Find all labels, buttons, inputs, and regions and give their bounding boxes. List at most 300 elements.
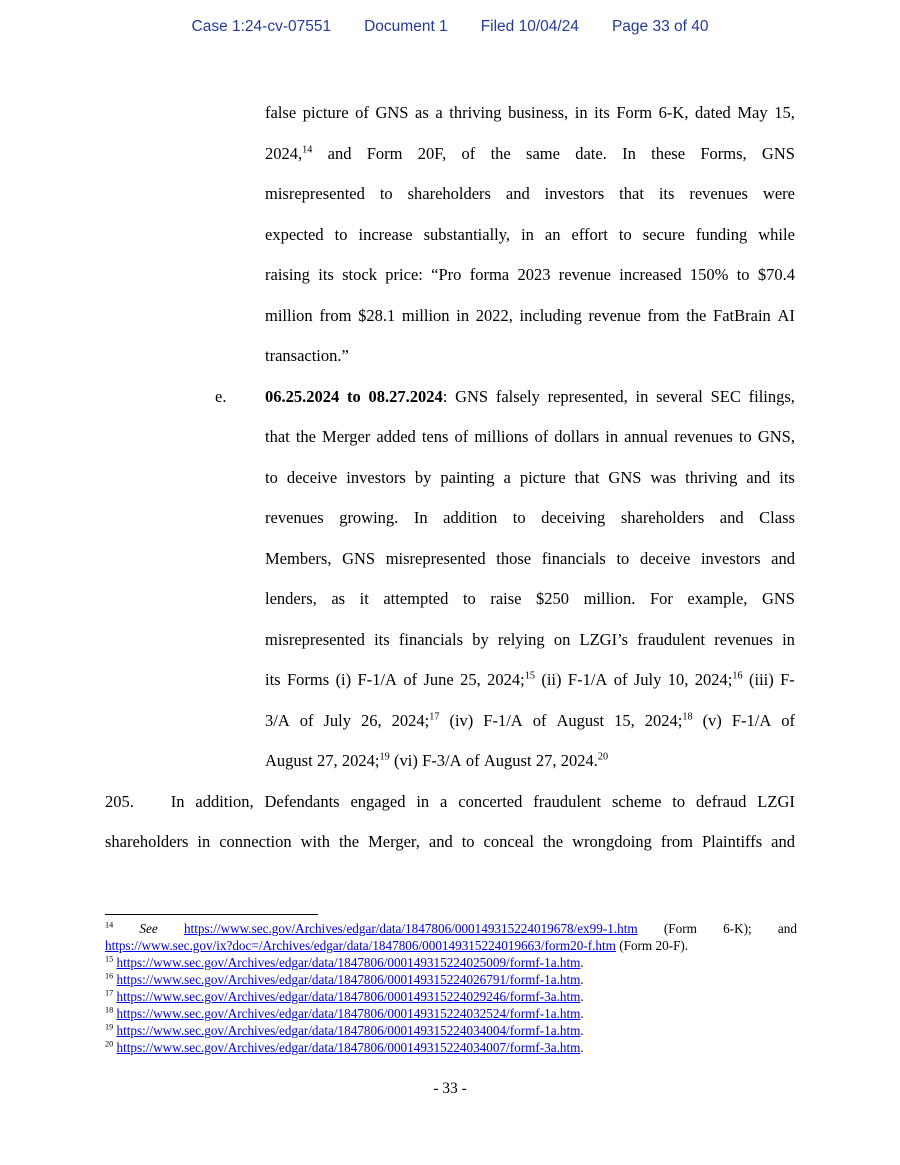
word-token bbox=[668, 670, 689, 690]
text-run: its bbox=[318, 265, 334, 284]
word-token bbox=[265, 427, 290, 447]
text-run: investors bbox=[346, 467, 406, 487]
word-token bbox=[780, 670, 795, 690]
text-run: $250 bbox=[536, 589, 570, 608]
word-token bbox=[422, 427, 449, 447]
word-token bbox=[636, 387, 649, 407]
text-line bbox=[265, 578, 795, 619]
word-token bbox=[462, 832, 475, 852]
text-run: 06.25.2024 bbox=[265, 386, 340, 406]
text-line bbox=[105, 955, 797, 972]
text-run: of bbox=[534, 427, 549, 446]
text-run: added bbox=[376, 427, 416, 446]
word-token bbox=[331, 589, 345, 609]
text-run: to bbox=[672, 791, 686, 811]
text-run: wrongdoing bbox=[572, 832, 652, 851]
text-run: 2024; bbox=[391, 710, 430, 730]
footnote-reference: 17 bbox=[429, 711, 440, 722]
text-run: shareholders bbox=[407, 184, 491, 203]
text-run: See bbox=[139, 921, 158, 936]
text-run: . bbox=[580, 1006, 584, 1021]
word-token bbox=[265, 670, 281, 690]
word-token bbox=[339, 508, 398, 528]
footnote-link[interactable]: https://www.sec.gov/Archives/edgar/data/1847806/000149315224025009/formf-1a.htm bbox=[116, 955, 581, 970]
text-run: defraud bbox=[696, 791, 747, 811]
word-token bbox=[575, 144, 607, 164]
word-token bbox=[659, 103, 689, 123]
text-run: to bbox=[512, 508, 526, 527]
word-token bbox=[771, 549, 795, 569]
text-run: 27, bbox=[316, 751, 338, 770]
text-run: were bbox=[762, 184, 795, 203]
word-token bbox=[470, 265, 509, 285]
word-token bbox=[455, 427, 469, 447]
word-token bbox=[463, 589, 476, 609]
word-token bbox=[402, 306, 450, 326]
text-run: to bbox=[379, 184, 393, 203]
word-token bbox=[720, 508, 744, 528]
text-run: represented, bbox=[547, 386, 628, 406]
word-token bbox=[484, 832, 534, 852]
text-run: a bbox=[503, 467, 511, 487]
word-token bbox=[572, 832, 652, 852]
word-token bbox=[687, 589, 747, 609]
word-token bbox=[759, 508, 795, 528]
word-token bbox=[491, 144, 511, 164]
word-token bbox=[696, 225, 747, 245]
text-run: Members, bbox=[265, 548, 332, 568]
word-token bbox=[418, 144, 446, 164]
footnote-reference: 20 bbox=[105, 1039, 114, 1049]
word-token bbox=[116, 989, 583, 1005]
text-run: $70.4 bbox=[757, 265, 795, 284]
text-run: Merger, bbox=[368, 832, 420, 851]
word-token bbox=[616, 549, 629, 569]
word-token bbox=[462, 144, 476, 164]
word-token bbox=[472, 630, 489, 650]
word-token bbox=[643, 225, 685, 245]
word-token bbox=[616, 103, 652, 123]
word-token bbox=[656, 387, 703, 407]
word-token bbox=[197, 832, 210, 852]
text-run: in bbox=[456, 305, 470, 325]
page-number: - 33 - bbox=[433, 1080, 467, 1097]
text-line bbox=[265, 133, 795, 174]
text-run: . bbox=[580, 1023, 584, 1038]
word-token bbox=[536, 751, 557, 771]
text-run: $28.1 bbox=[358, 305, 396, 325]
text-run: of bbox=[299, 710, 314, 730]
text-line bbox=[265, 457, 795, 498]
text-run: date. bbox=[575, 143, 607, 163]
word-token bbox=[503, 468, 510, 488]
text-run: (Form bbox=[619, 938, 653, 953]
text-run: painting bbox=[440, 467, 495, 487]
paragraph-205 bbox=[105, 781, 795, 862]
text-run: 2024; bbox=[644, 710, 683, 730]
word-token bbox=[368, 832, 420, 852]
text-run: 26, bbox=[361, 710, 382, 730]
text-run: picture bbox=[519, 467, 566, 487]
footnote-reference: 14 bbox=[105, 920, 114, 930]
footnote-link[interactable]: https://www.sec.gov/Archives/edgar/data/1847806/000149315224032524/formf-1a.htm bbox=[116, 1006, 581, 1021]
text-run: and bbox=[771, 548, 795, 568]
text-run: in bbox=[197, 832, 211, 851]
text-run: to bbox=[461, 832, 475, 851]
text-run: filings, bbox=[748, 386, 795, 406]
word-token bbox=[749, 387, 795, 407]
word-token bbox=[533, 792, 601, 812]
footnote-reference: 15 bbox=[524, 670, 535, 682]
footnote-separator bbox=[105, 914, 318, 915]
text-run: increase bbox=[358, 224, 413, 244]
word-token bbox=[455, 387, 488, 407]
word-token bbox=[696, 792, 746, 812]
word-token bbox=[711, 387, 741, 407]
word-token bbox=[423, 670, 453, 690]
word-token bbox=[561, 751, 608, 771]
word-token bbox=[774, 103, 795, 123]
footnote-reference: 19 bbox=[105, 1022, 114, 1032]
text-run: deceive bbox=[286, 467, 338, 487]
word-token bbox=[265, 184, 365, 204]
word-token bbox=[645, 711, 693, 731]
text-run: GNS bbox=[375, 103, 409, 122]
filed-date: Filed 10/04/24 bbox=[480, 18, 579, 35]
text-run: revenue bbox=[588, 305, 641, 325]
word-token bbox=[589, 306, 641, 326]
word-token bbox=[358, 670, 397, 690]
footnote-reference: 16 bbox=[732, 670, 743, 682]
text-run: the bbox=[295, 427, 316, 446]
text-run: false bbox=[265, 103, 297, 122]
text-run: August bbox=[556, 710, 605, 730]
word-token bbox=[322, 427, 370, 447]
text-run: business, bbox=[508, 103, 569, 122]
word-token bbox=[383, 589, 448, 609]
text-run: and bbox=[428, 832, 453, 851]
text-run: was bbox=[650, 467, 677, 487]
text-run: Form bbox=[366, 143, 403, 163]
word-token bbox=[355, 103, 369, 123]
text-run: investors bbox=[544, 184, 605, 203]
word-token bbox=[265, 306, 313, 326]
text-run: 2022, bbox=[475, 305, 513, 325]
word-token bbox=[777, 306, 794, 326]
footnote-link[interactable]: https://www.sec.gov/Archives/edgar/data/1847806/000149315224034007/formf-3a.htm bbox=[116, 1040, 581, 1055]
text-run: revenues bbox=[674, 427, 733, 446]
word-token bbox=[105, 792, 134, 812]
text-run: LZGI bbox=[757, 791, 795, 811]
word-token bbox=[301, 832, 330, 852]
text-run: as bbox=[331, 589, 346, 608]
text-line bbox=[265, 619, 795, 660]
text-line bbox=[265, 376, 795, 417]
text-run: shareholders bbox=[620, 508, 705, 527]
word-token bbox=[737, 265, 750, 285]
text-run: 15, bbox=[774, 103, 795, 122]
word-token bbox=[640, 549, 690, 569]
word-token bbox=[342, 751, 390, 771]
text-line bbox=[105, 821, 795, 862]
text-run: and bbox=[505, 184, 530, 203]
word-token bbox=[336, 670, 352, 690]
word-token bbox=[661, 832, 693, 852]
word-token bbox=[513, 508, 526, 528]
text-run: and bbox=[327, 143, 352, 163]
word-token bbox=[105, 1023, 113, 1039]
word-token bbox=[376, 427, 415, 447]
text-run: of bbox=[454, 427, 469, 446]
text-run: its bbox=[374, 629, 390, 649]
text-run: 2023 bbox=[517, 265, 551, 284]
text-run: that bbox=[574, 467, 600, 487]
word-token bbox=[758, 225, 795, 245]
word-token bbox=[520, 306, 582, 326]
document-number: Document 1 bbox=[364, 18, 448, 35]
footnote-reference: 18 bbox=[105, 1005, 114, 1015]
word-token bbox=[219, 832, 291, 852]
text-run: in bbox=[605, 427, 619, 446]
word-token bbox=[534, 427, 548, 447]
text-run: SEC bbox=[710, 386, 741, 406]
word-token bbox=[105, 972, 113, 988]
text-run: 6-K, bbox=[658, 103, 689, 122]
word-token bbox=[303, 103, 349, 123]
ecf-stamp-header bbox=[0, 18, 900, 36]
text-run: July bbox=[323, 710, 352, 730]
text-run: 20-F). bbox=[655, 938, 689, 953]
text-run: . bbox=[580, 989, 584, 1004]
text-line bbox=[265, 295, 795, 336]
word-token bbox=[506, 184, 530, 204]
text-run: and bbox=[719, 508, 744, 527]
word-token bbox=[781, 711, 795, 731]
word-token bbox=[392, 711, 440, 731]
text-run: addition, bbox=[195, 791, 254, 811]
word-token bbox=[543, 832, 563, 852]
text-line bbox=[265, 92, 795, 133]
paragraph-number: 205. bbox=[105, 791, 134, 811]
text-run: funding bbox=[695, 224, 748, 244]
word-token bbox=[483, 711, 522, 731]
footnote-link[interactable]: https://www.sec.gov/Archives/edgar/data/1847806/000149315224029246/formf-3a.htm bbox=[116, 989, 581, 1004]
word-token bbox=[737, 103, 767, 123]
text-run: 08.27.2024 bbox=[368, 386, 443, 406]
text-run: to bbox=[738, 427, 752, 446]
word-token bbox=[508, 103, 568, 123]
word-token bbox=[184, 921, 638, 937]
word-token bbox=[265, 549, 331, 569]
word-token bbox=[105, 1040, 113, 1056]
text-run: price: bbox=[385, 265, 423, 284]
text-run: : bbox=[442, 386, 448, 406]
word-token bbox=[287, 670, 329, 690]
word-token bbox=[672, 792, 685, 812]
text-run: GNS, bbox=[757, 427, 795, 446]
text-run: of bbox=[465, 751, 480, 770]
text-run: investors bbox=[700, 548, 761, 568]
word-token bbox=[763, 184, 795, 204]
word-token bbox=[443, 508, 497, 528]
word-token bbox=[435, 103, 442, 123]
text-run: LZGI’s bbox=[579, 629, 629, 649]
text-run: in bbox=[574, 103, 588, 122]
text-run: revenues bbox=[265, 508, 324, 527]
footnote-link[interactable]: https://www.sec.gov/ix?doc=/Archives/edgar/data/1847806/000149315224019663/form20-f.htm bbox=[105, 938, 616, 953]
word-token bbox=[105, 938, 616, 954]
text-run: its bbox=[265, 670, 281, 689]
text-run: by bbox=[472, 629, 489, 649]
paragraph-e bbox=[215, 376, 795, 781]
text-run: to bbox=[334, 224, 348, 244]
word-token bbox=[116, 1006, 583, 1022]
text-run: on bbox=[553, 629, 571, 649]
text-run: growing. bbox=[339, 508, 399, 527]
footnote-reference: 15 bbox=[105, 954, 114, 964]
word-token bbox=[265, 468, 278, 488]
word-token bbox=[265, 103, 296, 123]
word-token bbox=[594, 103, 610, 123]
text-line bbox=[105, 781, 795, 822]
word-token bbox=[265, 589, 317, 609]
text-line bbox=[265, 214, 795, 255]
word-token bbox=[422, 751, 461, 771]
word-token bbox=[328, 144, 352, 164]
word-token bbox=[324, 711, 352, 731]
text-run: falsely bbox=[495, 386, 540, 406]
text-run: 6-K); bbox=[723, 921, 752, 936]
text-line bbox=[265, 416, 795, 457]
footnote-reference: 16 bbox=[105, 971, 114, 981]
word-token bbox=[375, 103, 408, 123]
word-token bbox=[619, 265, 681, 285]
word-token bbox=[695, 103, 731, 123]
text-run: thriving bbox=[685, 467, 738, 487]
text-run: 2024; bbox=[487, 670, 525, 689]
word-token bbox=[415, 103, 429, 123]
text-run: millions bbox=[474, 427, 529, 446]
text-run: increased bbox=[619, 265, 682, 284]
word-token bbox=[533, 711, 547, 731]
word-token bbox=[545, 225, 561, 245]
text-run: misrepresented bbox=[265, 629, 365, 649]
word-token bbox=[650, 468, 676, 488]
text-run: misrepresented bbox=[385, 548, 486, 568]
text-run: F-1/A bbox=[731, 710, 772, 730]
word-token bbox=[608, 468, 641, 488]
word-token bbox=[458, 792, 522, 812]
paragraph-d-continuation bbox=[265, 92, 795, 376]
text-run: from bbox=[647, 305, 680, 325]
text-run: of bbox=[613, 670, 628, 689]
word-token bbox=[703, 711, 722, 731]
word-token bbox=[335, 225, 348, 245]
text-run: (i) bbox=[335, 670, 352, 689]
word-token bbox=[702, 832, 762, 852]
text-run: its bbox=[658, 184, 675, 203]
word-token bbox=[559, 265, 611, 285]
text-run: picture bbox=[302, 103, 349, 122]
text-run: Plaintiffs bbox=[701, 832, 763, 851]
text-run: 2024; bbox=[694, 670, 733, 689]
word-token bbox=[105, 921, 113, 937]
word-token bbox=[265, 225, 324, 245]
text-run: shareholders bbox=[105, 832, 189, 851]
text-run: GNS bbox=[761, 589, 795, 608]
text-run: scheme bbox=[611, 791, 662, 811]
text-run: relying bbox=[497, 629, 545, 649]
footnote-reference: 19 bbox=[379, 751, 390, 763]
word-token bbox=[487, 670, 535, 690]
text-run: of bbox=[781, 710, 795, 730]
text-run: revenues bbox=[714, 629, 773, 649]
text-run: a bbox=[435, 103, 443, 122]
text-run: Merger bbox=[322, 427, 371, 446]
text-run: addition bbox=[443, 508, 498, 527]
text-line bbox=[105, 1023, 797, 1040]
page-number-footer bbox=[0, 1080, 900, 1098]
text-run: Forms bbox=[286, 670, 330, 689]
text-run: misrepresented bbox=[265, 184, 365, 203]
text-run: For bbox=[649, 589, 673, 608]
word-token bbox=[771, 832, 795, 852]
text-run: 2024. bbox=[560, 751, 598, 770]
text-run: revenue bbox=[558, 265, 611, 284]
word-token bbox=[554, 427, 599, 447]
footnote-link[interactable]: https://www.sec.gov/Archives/edgar/data/1847806/000149315224034004/formf-1a.htm bbox=[116, 1023, 581, 1038]
footnote-reference: 14 bbox=[302, 144, 313, 155]
text-run: . bbox=[580, 972, 584, 987]
word-token bbox=[399, 630, 463, 650]
word-token bbox=[265, 711, 290, 731]
text-run: (v) bbox=[702, 710, 722, 730]
text-run: of bbox=[403, 670, 418, 689]
footnote-reference: 20 bbox=[597, 751, 609, 763]
word-token bbox=[496, 387, 540, 407]
footnote-link[interactable]: https://www.sec.gov/Archives/edgar/data/1847806/000149315224019678/ex99-1.htm bbox=[183, 921, 638, 936]
text-run: transaction.” bbox=[265, 346, 349, 365]
text-run: as bbox=[415, 103, 429, 122]
footnote-link[interactable]: https://www.sec.gov/Archives/edgar/data/1847806/000149315224026791/formf-1a.htm bbox=[116, 972, 581, 987]
text-run: 10, bbox=[667, 670, 689, 689]
word-token bbox=[105, 832, 188, 852]
word-token bbox=[732, 711, 771, 731]
word-token bbox=[449, 711, 473, 731]
text-run: to bbox=[736, 265, 750, 284]
word-token bbox=[317, 751, 338, 771]
word-token bbox=[385, 265, 423, 285]
text-line bbox=[265, 254, 795, 295]
word-token bbox=[300, 711, 314, 731]
word-token bbox=[319, 306, 351, 326]
text-run: effort bbox=[571, 224, 608, 244]
word-token bbox=[542, 549, 606, 569]
word-token bbox=[605, 427, 618, 447]
text-run: August bbox=[265, 751, 313, 770]
text-run: example, bbox=[687, 589, 748, 608]
word-token bbox=[758, 265, 795, 285]
text-line bbox=[105, 1006, 797, 1023]
word-token bbox=[651, 144, 685, 164]
word-token bbox=[466, 751, 480, 771]
word-token bbox=[634, 670, 662, 690]
word-token bbox=[778, 921, 797, 937]
text-run: an bbox=[544, 224, 561, 244]
word-token bbox=[655, 938, 688, 954]
text-line bbox=[265, 740, 795, 781]
text-run: fraudulent bbox=[637, 629, 706, 649]
